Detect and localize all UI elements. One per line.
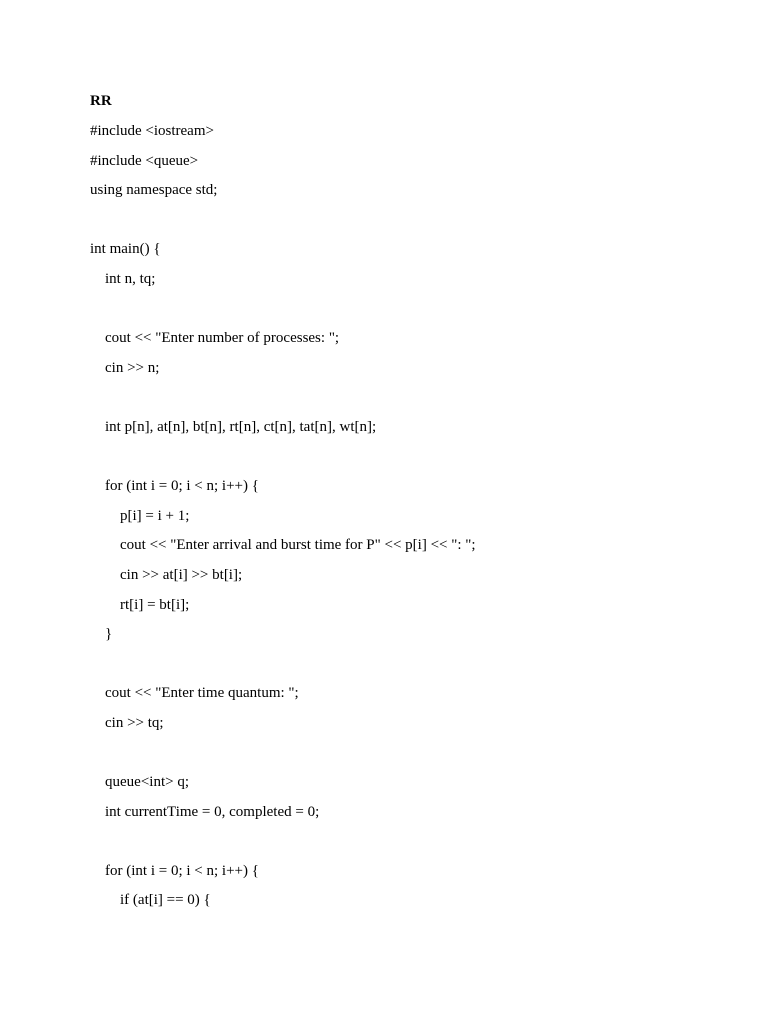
document-title: RR (90, 93, 112, 109)
code-line (90, 299, 730, 329)
code-line (90, 210, 730, 240)
code-line: int p[n], at[n], bt[n], rt[n], ct[n], tat[n], wt[n]; (90, 418, 377, 435)
code-line: rt[i] = bt[i]; (90, 596, 190, 613)
code-line: cout << "Enter arrival and burst time for P" << p[i] << ": "; (90, 537, 476, 554)
code-line: cin >> tq; (90, 714, 164, 731)
code-line: cout << "Enter time quantum: "; (90, 685, 299, 702)
code-line: queue<int> q; (90, 774, 189, 791)
code-line: #include <queue> (90, 152, 199, 169)
code-line: cin >> n; (90, 359, 160, 376)
code-line: int currentTime = 0, completed = 0; (90, 803, 320, 820)
code-line (90, 654, 730, 684)
code-line: for (int i = 0; i < n; i++) { (90, 862, 259, 879)
code-line: cin >> at[i] >> bt[i]; (90, 566, 243, 583)
code-line (90, 831, 730, 861)
code-line: using namespace std; (90, 182, 218, 199)
code-line (90, 742, 730, 772)
code-line: cout << "Enter number of processes: "; (90, 330, 340, 347)
code-line (90, 447, 730, 477)
code-line: for (int i = 0; i < n; i++) { (90, 478, 259, 495)
code-line: int n, tq; (90, 270, 156, 287)
code-line: int main() { (90, 241, 161, 258)
code-line: #include <iostream> (90, 123, 214, 139)
code-block (90, 121, 730, 920)
code-line: p[i] = i + 1; (90, 507, 190, 524)
code-line: } (90, 626, 113, 643)
code-line: if (at[i] == 0) { (90, 892, 211, 909)
code-line (90, 387, 730, 417)
